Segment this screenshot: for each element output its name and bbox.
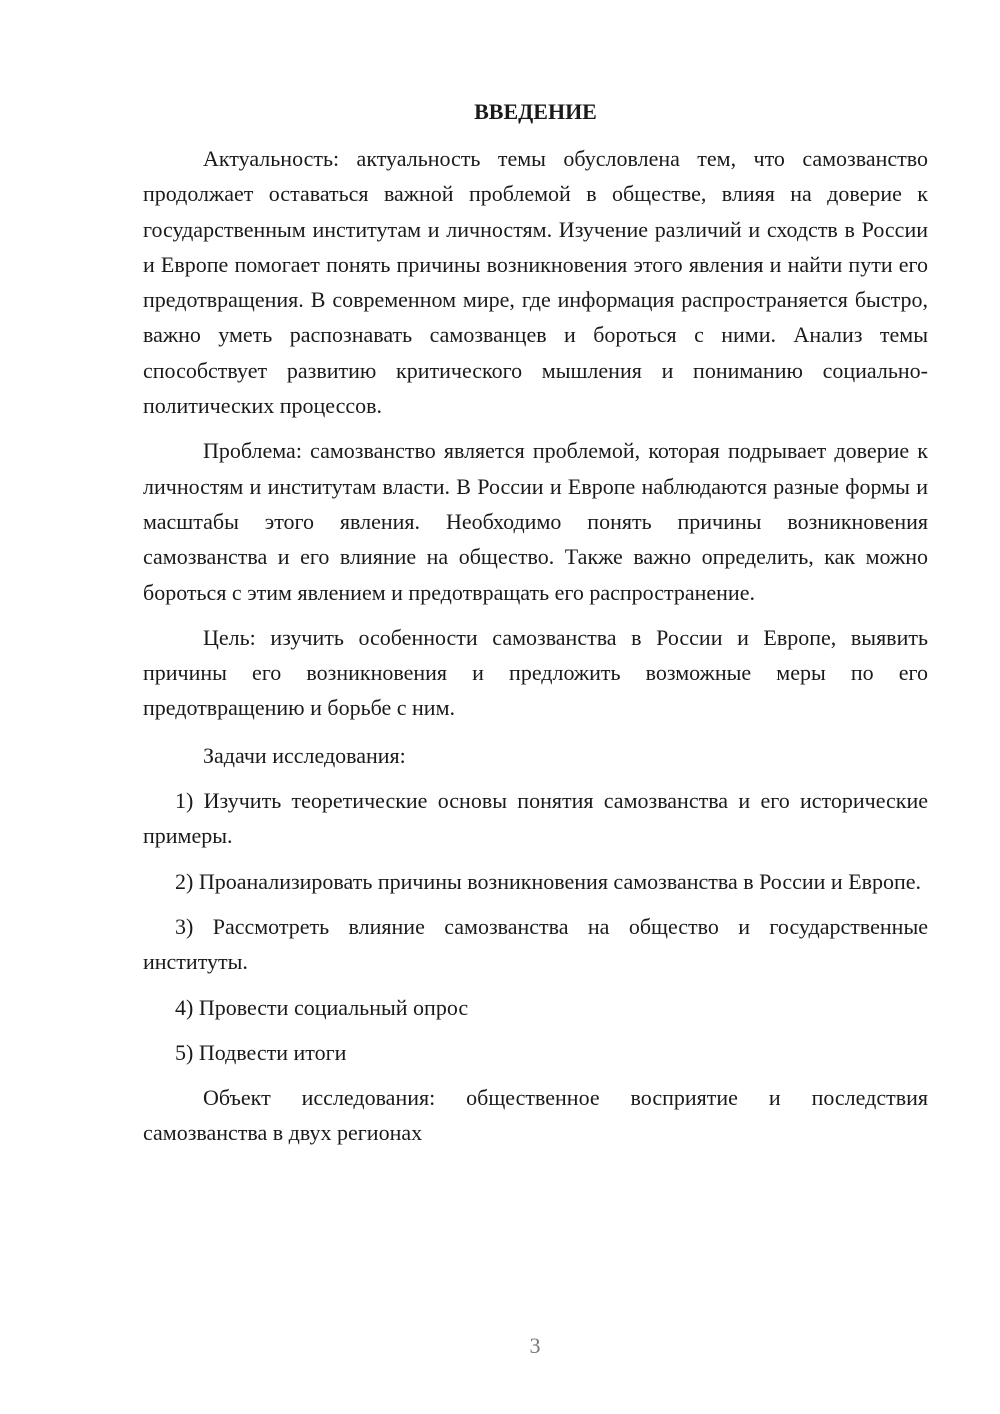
problem-paragraph: Проблема: самозванство является проблемой, которая подрывает доверие к личностям и институтам власти. В России и Европе наблюдаются разные формы и масштабы этого явления. Необходимо понять причины возникновения самозванства и его влияние на общество. Также важно определить, как можно бороться с этим явлением и предотвращать его распространение. xyxy=(143,438,928,605)
task-item-5: 5) Подвести итоги xyxy=(175,1039,347,1065)
tasks-heading: Задачи исследования: xyxy=(203,742,406,768)
relevance-paragraph: Актуальность: актуальность темы обусловлена тем, что самозванство продолжает оставаться важной проблемой в обществе, влияя на доверие к государственным институтам и личностям. Изучение различий и сходств в России и Европе помогает понять причины возникновения этого явления и найти пути его предотвращения. В современном мире, где информация распространяется быстро, важно уметь распознавать самозванцев и бороться с ними. Анализ темы способствует развитию критического мышления и пониманию социально-политических процессов. xyxy=(143,146,928,419)
goal-paragraph: Цель: изучить особенности самозванства в России и Европе, выявить причины его возникновения и предложить возможные меры по его предотвращению и борьбе с ним. xyxy=(143,624,928,721)
task-item-4: 4) Провести социальный опрос xyxy=(175,994,469,1020)
task-item-3: 3) Рассмотреть влияние самозванства на общество и государственные институты. xyxy=(143,913,928,975)
text-column xyxy=(143,94,928,1151)
page-number: 3 xyxy=(529,1333,541,1358)
page-title: ВВЕДЕНИЕ xyxy=(474,99,597,124)
task-item-2: 2) Проанализировать причины возникновения самозванства в России и Европе. xyxy=(175,868,922,894)
object-paragraph: Объект исследования: общественное восприятие и последствия самозванства в двух регионах xyxy=(143,1085,928,1146)
task-item-1: 1) Изучить теоретические основы понятия самозванства и его исторические примеры. xyxy=(143,788,928,849)
